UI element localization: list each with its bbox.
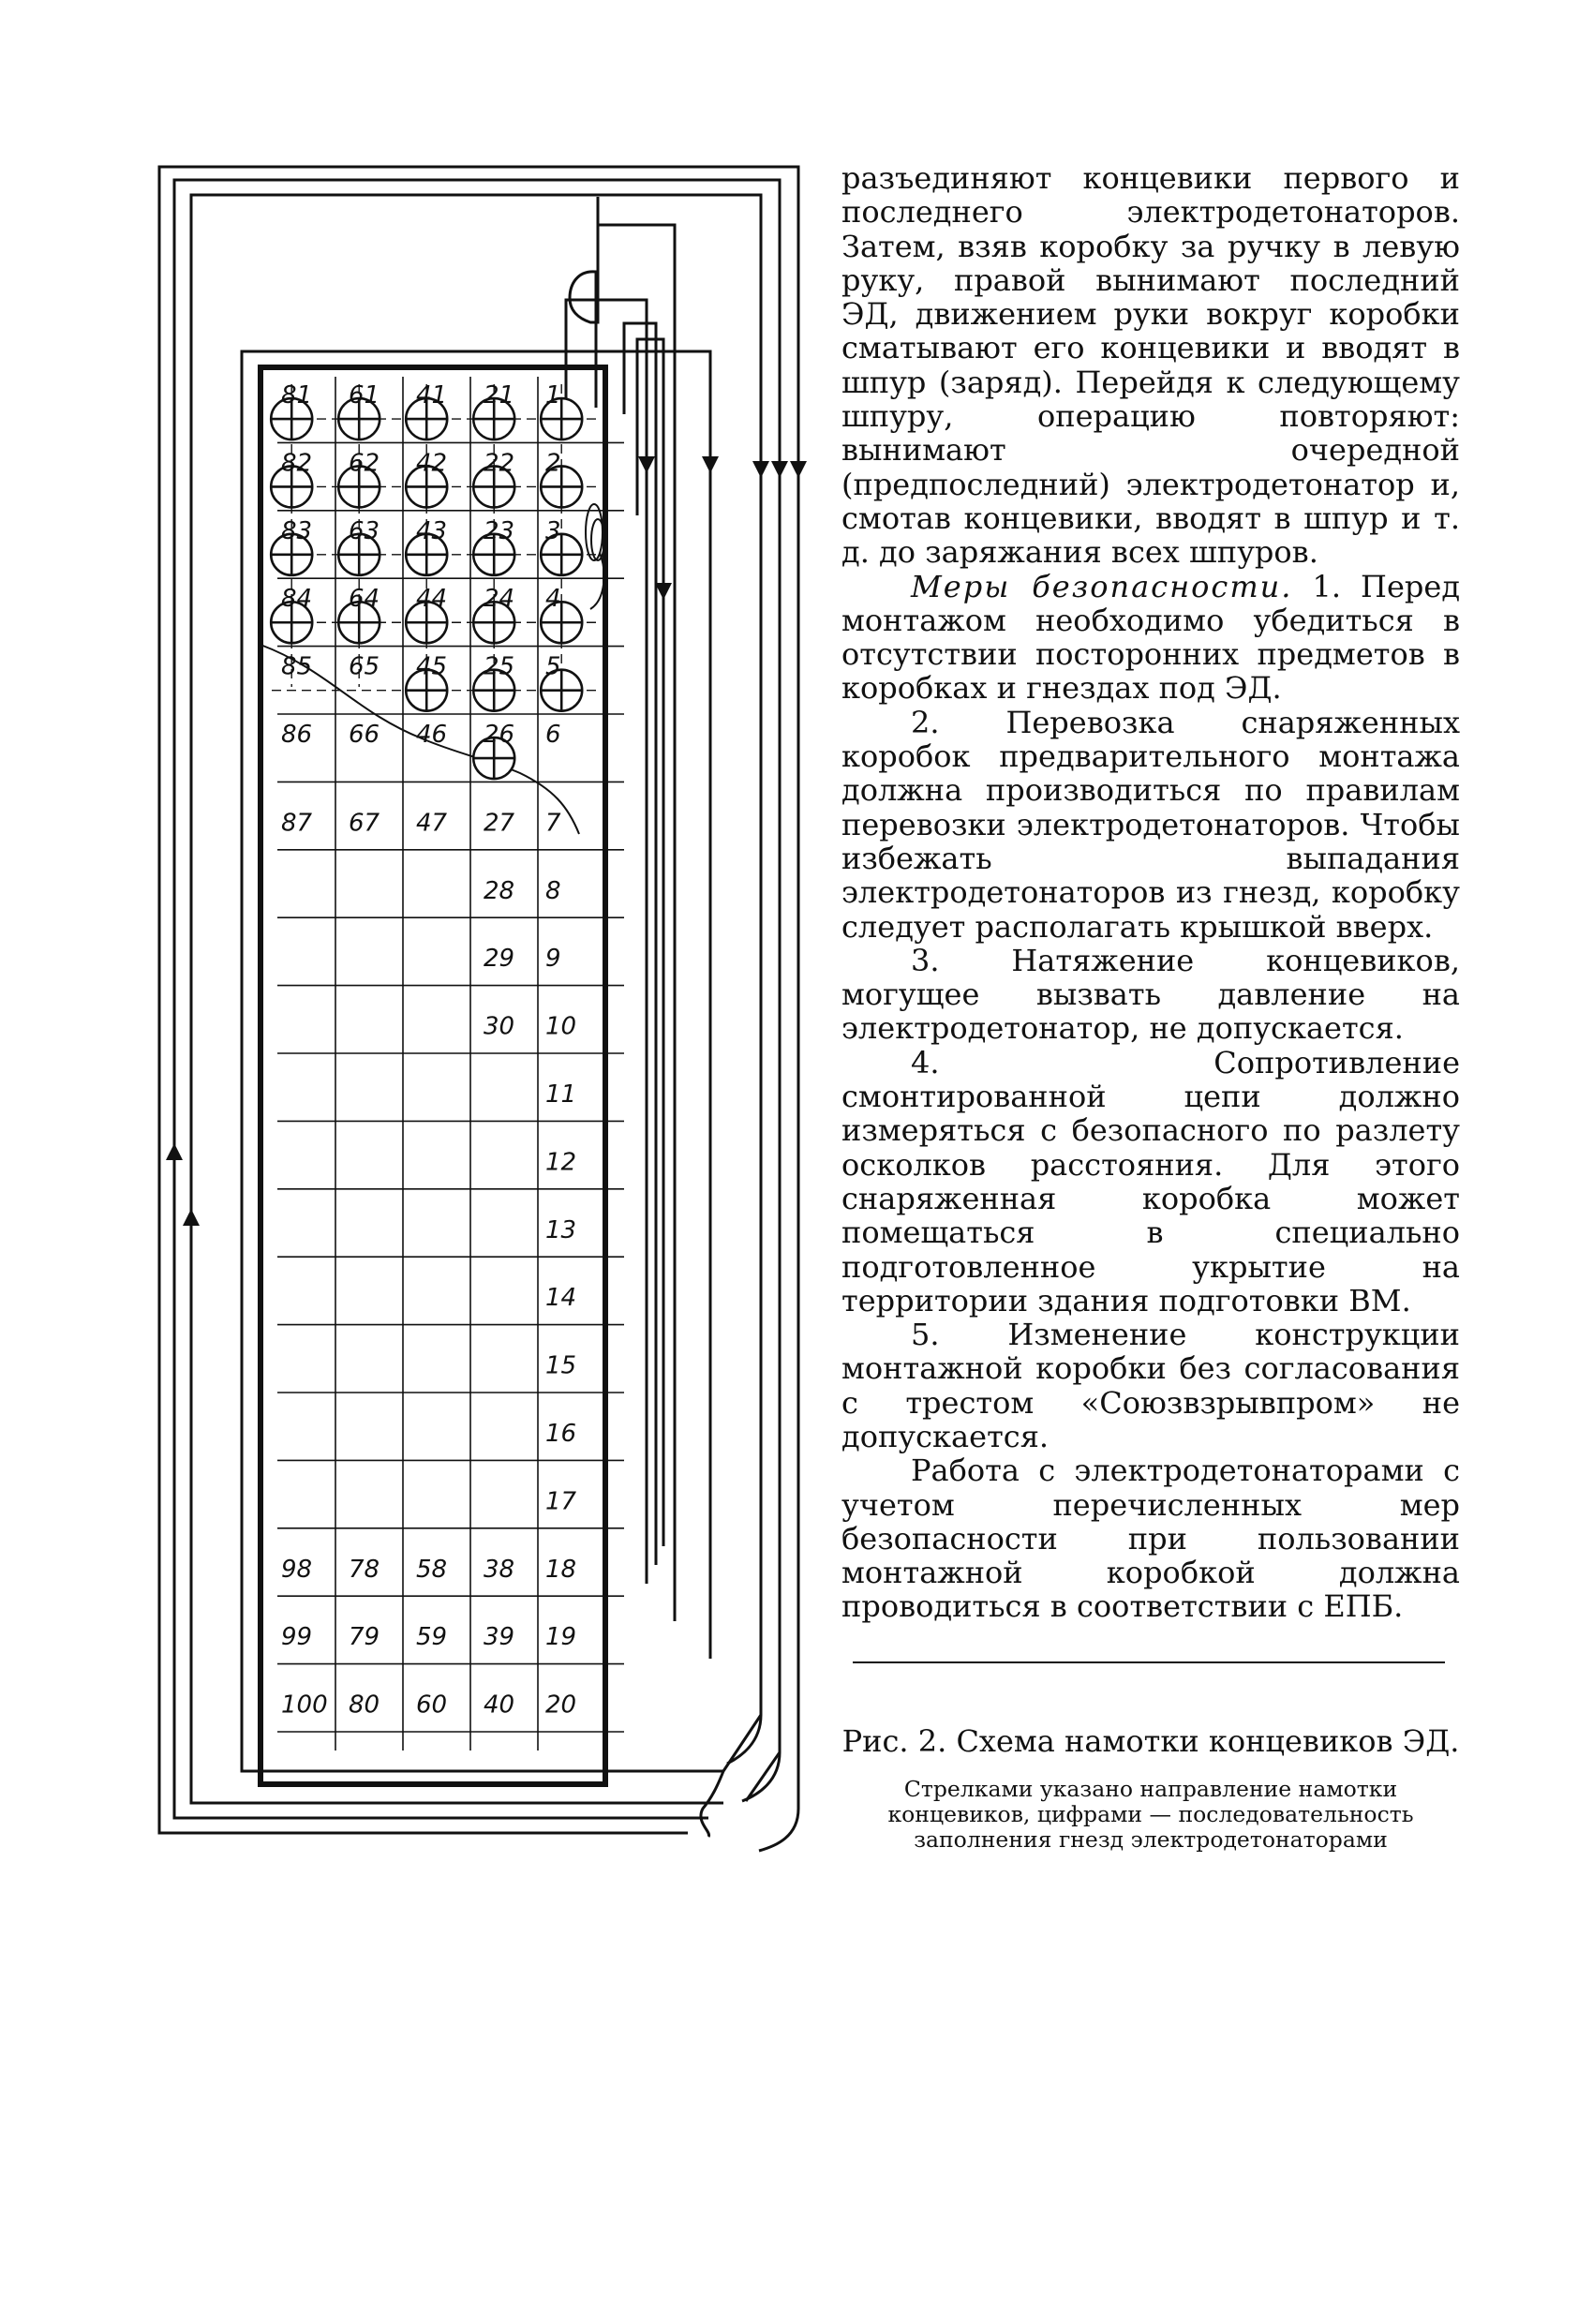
figure-caption <box>841 1722 1460 1853</box>
arrow-down <box>790 461 807 478</box>
socket-number: 46 <box>416 721 448 749</box>
arrow-down <box>638 456 655 473</box>
wire-winding-scheme-figure <box>150 159 825 1902</box>
socket-number: 4 <box>545 585 561 614</box>
socket-number: 67 <box>349 809 380 838</box>
arrow-down <box>771 461 788 478</box>
socket-number: 27 <box>484 809 515 838</box>
socket-number: 24 <box>484 585 515 614</box>
socket-number: 10 <box>545 1012 577 1041</box>
wire-path <box>701 1715 761 1837</box>
socket-number: 13 <box>545 1215 577 1244</box>
socket-number: 3 <box>545 516 561 545</box>
socket-number: 82 <box>281 449 313 478</box>
socket-number: 25 <box>484 652 515 681</box>
socket-number: 6 <box>545 721 561 749</box>
socket-number: 28 <box>484 876 515 905</box>
socket-number: 42 <box>416 449 448 478</box>
socket-number: 81 <box>281 381 313 410</box>
socket-number: 8 <box>545 876 561 905</box>
socket-number: 63 <box>349 516 380 545</box>
socket-number: 41 <box>416 381 448 410</box>
socket-number: 64 <box>349 585 380 614</box>
socket-number: 5 <box>545 652 561 681</box>
caption-title: Рис. 2. Схема намотки концевиков ЭД. <box>841 1723 1460 1759</box>
paragraph: разъединяют концевики первого и последнего электродетонаторов. Затем, взяв коробку за ручку в левую руку, правой вынимают последний ЭД, движением руки вокруг коробки сматывают его концевики и вводят в шпур (заряд). Перейдя к следующему шпуру, операцию повторяют: вынимают очередной (предпоследний) электродетонатор и, смотав концевики, вводят в шпур и т. д. до заряжания всех шпуров. <box>841 160 1460 571</box>
socket-number: 66 <box>349 721 380 749</box>
socket-number: 85 <box>281 652 313 681</box>
socket-number: 78 <box>349 1555 380 1584</box>
socket-number: 58 <box>416 1555 448 1584</box>
safety-item-1: 1. Перед монтажом необходимо убедиться в отсутствии посторонних предметов в коробках и гнездах под ЭД. <box>841 568 1461 707</box>
socket-number: 16 <box>545 1420 577 1448</box>
body-text <box>841 161 1460 1624</box>
socket-number: 12 <box>545 1148 577 1177</box>
coiled-wire-end <box>586 504 604 609</box>
socket-number: 98 <box>281 1555 313 1584</box>
socket-number: 84 <box>281 585 313 614</box>
socket-number: 60 <box>416 1691 448 1720</box>
arrow-down <box>752 461 769 478</box>
socket-number: 18 <box>545 1555 577 1584</box>
socket-number: 21 <box>484 381 515 410</box>
safety-paragraph <box>841 570 1460 706</box>
socket-number: 17 <box>545 1487 577 1516</box>
socket-number: 61 <box>349 381 380 410</box>
socket-number: 47 <box>416 809 448 838</box>
socket-number: 14 <box>545 1284 577 1313</box>
socket-number: 43 <box>416 516 448 545</box>
socket-number: 40 <box>484 1691 515 1720</box>
closing-paragraph: Работа с электродетонаторами с учетом перечисленных мер безопасности при пользовании монтажной коробкой должна проводиться в соответствии с ЕПБ. <box>841 1452 1460 1625</box>
socket-number: 9 <box>545 945 561 974</box>
socket-grid <box>277 377 624 1750</box>
socket-number: 80 <box>349 1691 380 1720</box>
caption-divider <box>853 1661 1445 1663</box>
socket-number: 99 <box>281 1623 313 1652</box>
socket-number: 19 <box>545 1623 577 1652</box>
socket-number: 23 <box>484 516 515 545</box>
wire-path <box>570 197 598 408</box>
caption-note: Стрелками указано направление намотки концевиков, цифрами — последовательность заполнения гнезд электродетонаторами <box>887 1776 1414 1853</box>
socket-number: 30 <box>484 1012 515 1041</box>
safety-item-4: 4. Сопротивление смонтированной цепи должно измеряться с безопасного по разлету осколков расстояния. Для этого снаряженная коробка может помещаться в специально подготовленное укрытие на территории здания подготовки ВМ. <box>841 1044 1460 1318</box>
arrow-up <box>183 1209 200 1226</box>
socket-number: 11 <box>545 1080 577 1109</box>
socket-number: 86 <box>281 721 313 749</box>
wire-path <box>624 323 656 1565</box>
socket-number: 7 <box>545 809 561 838</box>
socket-number: 15 <box>545 1351 577 1380</box>
safety-item-3: 3. Натяжение концевиков, могущее вызвать давление на электродетонатор, не допускается. <box>841 942 1460 1047</box>
socket-number: 65 <box>349 652 380 681</box>
socket-number: 83 <box>281 516 313 545</box>
socket-number: 44 <box>416 585 448 614</box>
section-heading: Меры безопасности. <box>911 568 1293 604</box>
socket-number: 38 <box>484 1555 515 1584</box>
socket-number: 59 <box>416 1623 448 1652</box>
arrow-up <box>166 1143 183 1160</box>
socket-number: 20 <box>545 1691 577 1720</box>
arrow-down <box>655 583 672 600</box>
socket-number: 100 <box>281 1691 328 1720</box>
socket-number: 29 <box>484 945 515 974</box>
arrow-down <box>702 456 719 473</box>
socket-number: 45 <box>416 652 448 681</box>
socket-number: 87 <box>281 809 313 838</box>
socket-number: 1 <box>545 381 561 410</box>
safety-item-2: 2. Перевозка снаряженных коробок предварительного монтажа должна производиться по правилам перевозки электродетонаторов. Чтобы избежать выпадания электродетонаторов из гнезд, коробку следует располагать крышкой вверх. <box>841 704 1460 945</box>
socket-number: 79 <box>349 1623 380 1652</box>
socket-number: 26 <box>484 721 515 749</box>
socket-numbers <box>281 381 577 1720</box>
safety-item-5: 5. Изменение конструкции монтажной коробки без согласования с трестом «Союзвзрывпром» не допускается. <box>841 1317 1460 1454</box>
socket-number: 62 <box>349 449 380 478</box>
socket-number: 2 <box>545 449 561 478</box>
wire-path <box>637 339 663 1546</box>
socket-number: 39 <box>484 1623 515 1652</box>
socket-number: 22 <box>484 449 515 478</box>
